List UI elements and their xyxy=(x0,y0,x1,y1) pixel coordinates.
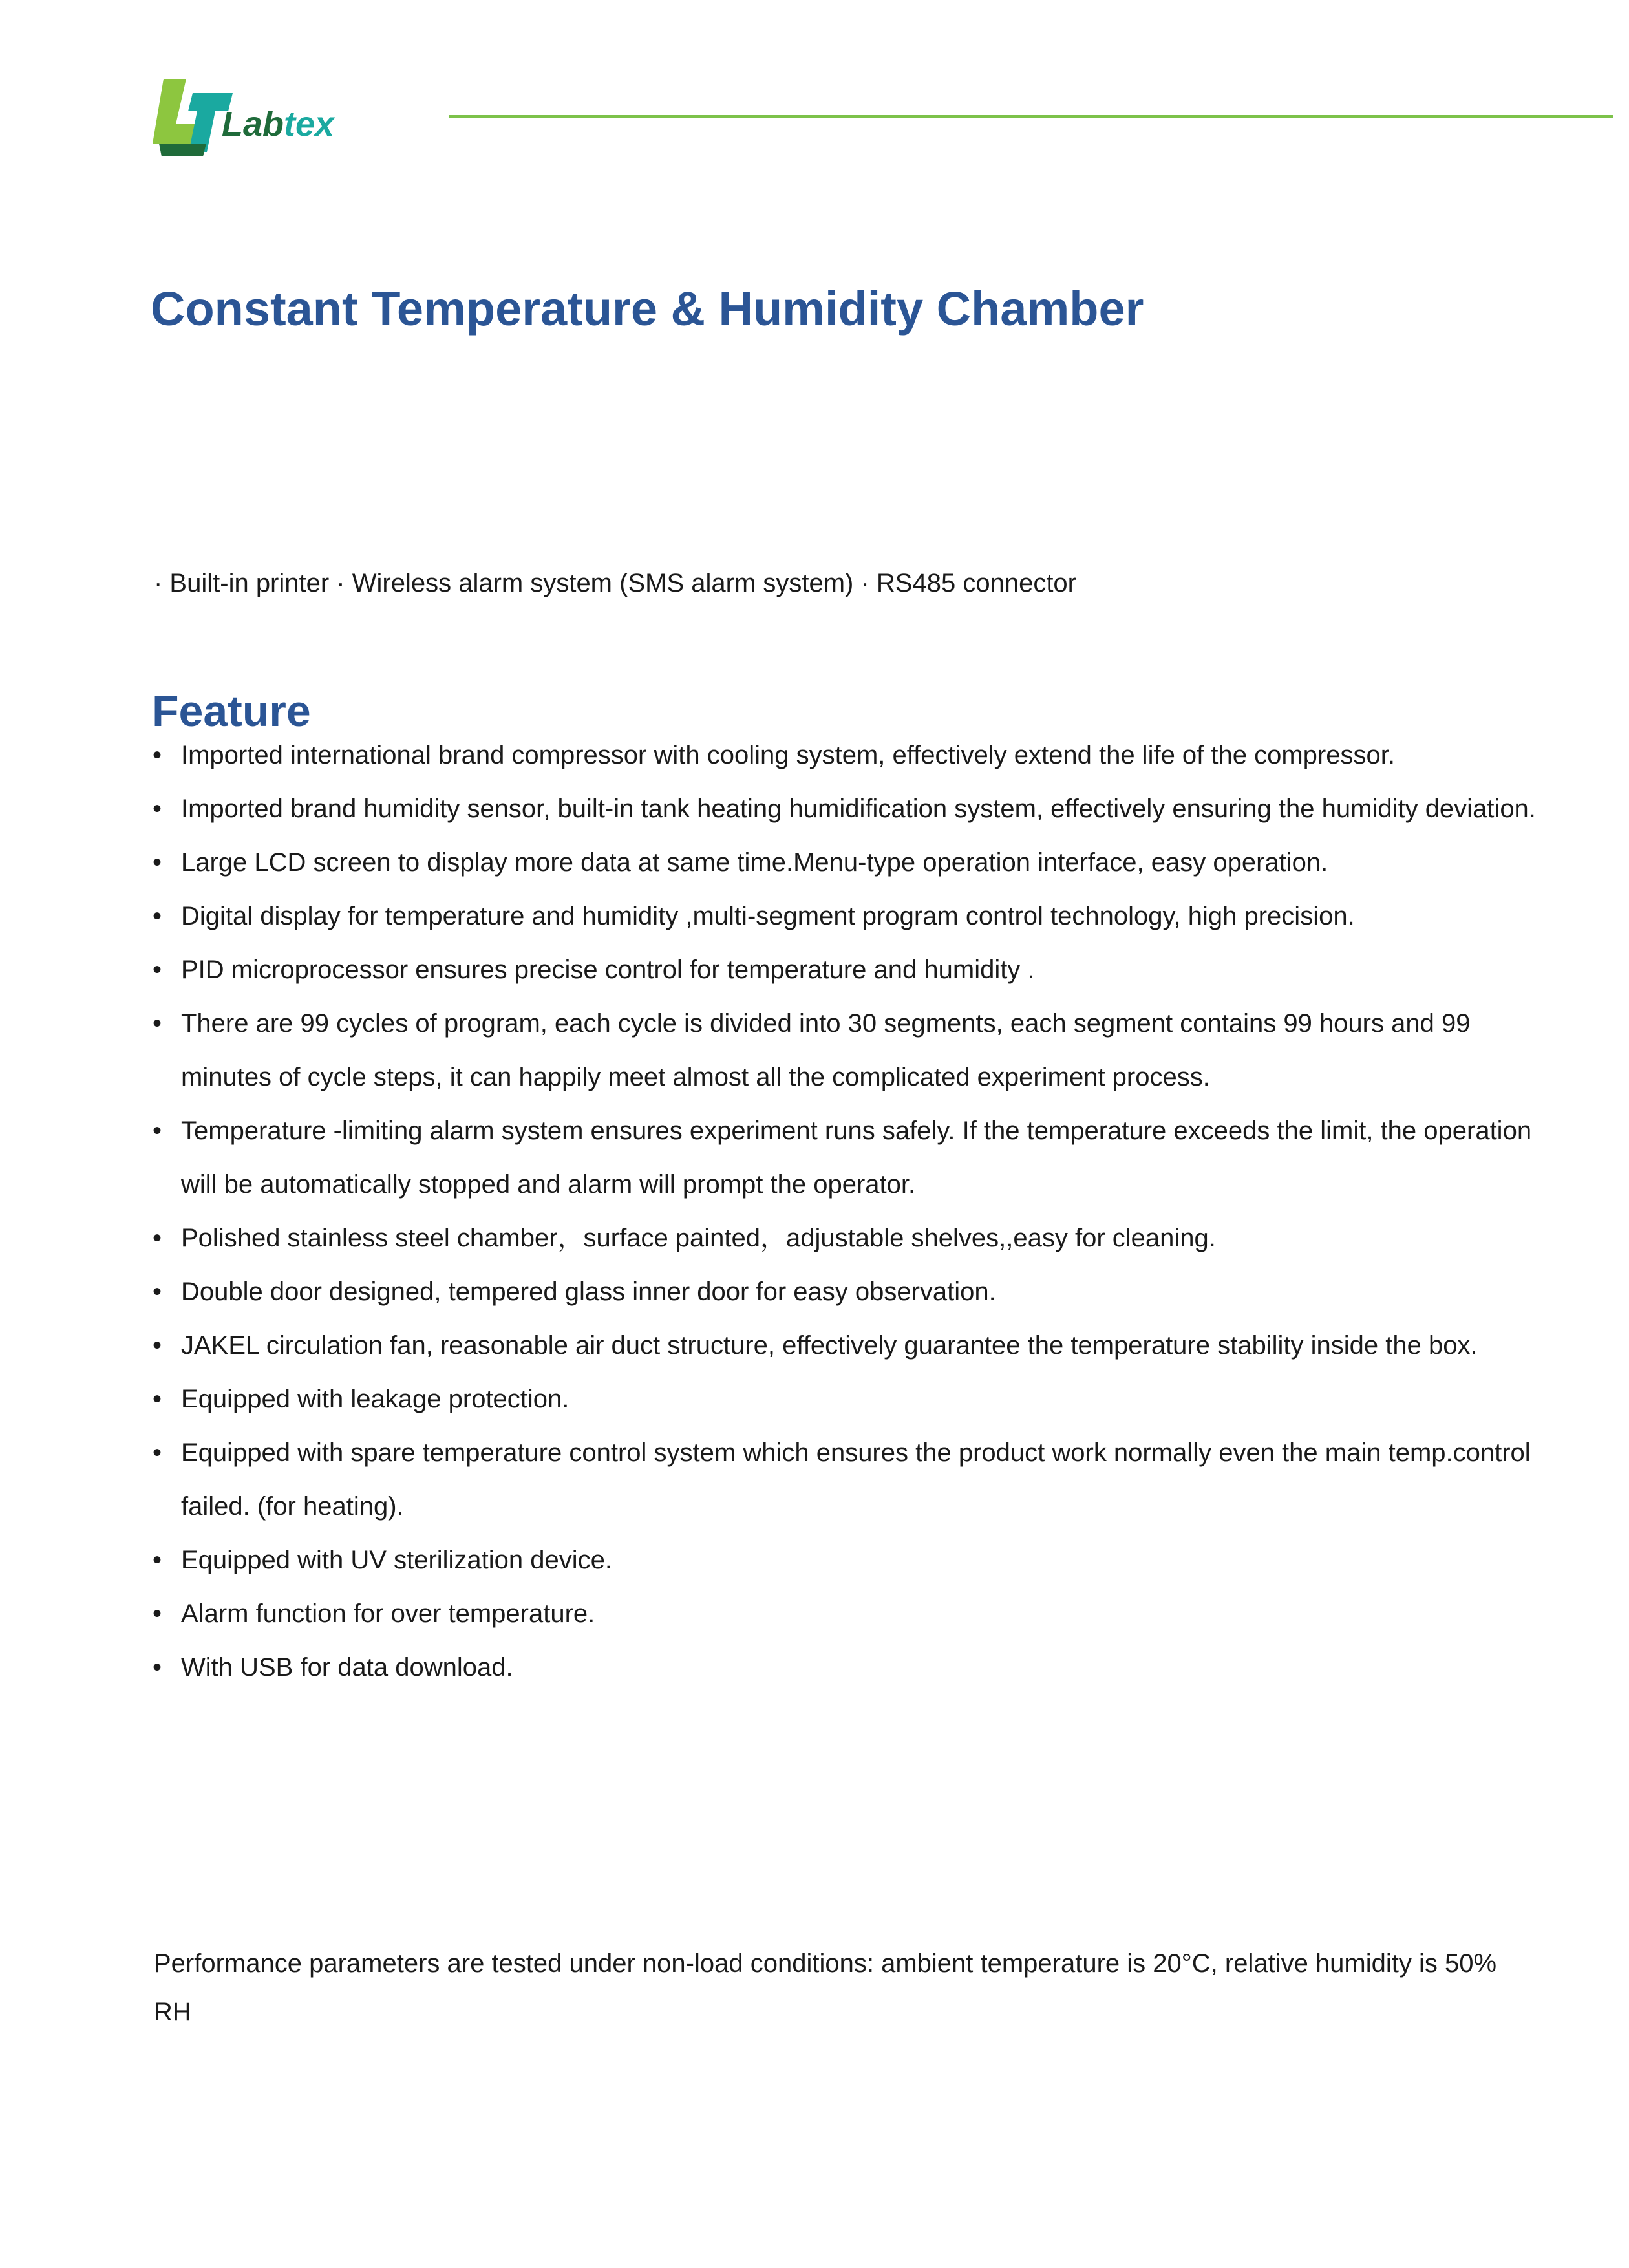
feature-item xyxy=(153,1265,1542,1319)
logo-mark-dark xyxy=(159,144,206,156)
bullet-icon: • xyxy=(153,1599,162,1628)
feature-item xyxy=(153,1534,1542,1587)
bullet-icon: • xyxy=(153,1385,162,1413)
bullet-icon: • xyxy=(153,741,162,769)
bullet-icon: • xyxy=(153,902,162,930)
feature-item-text: JAKEL circulation fan, reasonable air duct structure, effectively guarantee the temperature stability inside the box. xyxy=(181,1331,1478,1360)
feature-item-text: Temperature -limiting alarm system ensures experiment runs safely. If the temperature exceeds the limit, the operation will be automatically stopped and alarm will prompt the operator. xyxy=(181,1117,1532,1199)
feature-item-text: Large LCD screen to display more data at same time.Menu-type operation interface, easy operation. xyxy=(181,848,1328,877)
feature-item xyxy=(153,836,1542,890)
bullet-icon: • xyxy=(153,1439,162,1467)
feature-item xyxy=(153,1212,1542,1265)
feature-item-text: Imported brand humidity sensor, built-in tank heating humidification system, effectively ensuring the humidity deviation. xyxy=(181,795,1536,823)
feature-item xyxy=(153,729,1542,782)
bullet-icon: • xyxy=(153,848,162,877)
feature-item xyxy=(153,997,1542,1104)
feature-item xyxy=(153,1104,1542,1212)
page-title: Constant Temperature & Humidity Chamber xyxy=(151,281,1144,336)
bullet-icon: • xyxy=(153,1546,162,1574)
feature-item-text: Equipped with spare temperature control system which ensures the product work normally even the main temp.control failed. (for heating). xyxy=(181,1439,1531,1521)
bullet-icon: • xyxy=(153,1278,162,1306)
feature-heading: Feature xyxy=(152,687,311,736)
labtex-logo xyxy=(147,71,393,168)
feature-item xyxy=(153,1641,1542,1695)
feature-item-text: Alarm function for over temperature. xyxy=(181,1599,595,1628)
feature-item-text: PID microprocessor ensures precise control for temperature and humidity . xyxy=(181,956,1035,984)
logo-wordmark: Labtex xyxy=(222,105,335,144)
feature-item-text: Double door designed, tempered glass inner door for easy observation. xyxy=(181,1278,996,1306)
feature-item xyxy=(153,943,1542,997)
feature-item xyxy=(153,1373,1542,1426)
header-rule xyxy=(449,115,1613,118)
footnote: Performance parameters are tested under non-load conditions: ambient temperature is 20°C, relative humidity is 50% RH xyxy=(154,1949,1497,2026)
feature-item-text: Equipped with UV sterilization device. xyxy=(181,1546,613,1574)
feature-item xyxy=(153,782,1542,836)
bullet-icon: • xyxy=(153,1224,162,1252)
bullet-icon: • xyxy=(153,795,162,823)
feature-item-text: Imported international brand compressor with cooling system, effectively extend the life of the compressor. xyxy=(181,741,1395,769)
bullet-icon: • xyxy=(153,1653,162,1682)
feature-item-text: Equipped with leakage protection. xyxy=(181,1385,570,1413)
feature-item-text: Digital display for temperature and humidity ,multi-segment program control technology, high precision. xyxy=(181,902,1355,930)
feature-list xyxy=(153,729,1542,1695)
feature-item xyxy=(153,1319,1542,1373)
bullet-icon: • xyxy=(153,1117,162,1145)
feature-item xyxy=(153,1587,1542,1641)
bullet-icon: • xyxy=(153,956,162,984)
feature-item-text: There are 99 cycles of program, each cycle is divided into 30 segments, each segment contains 99 hours and 99 minutes of cycle steps, it can happily meet almost all the complicated experiment process. xyxy=(181,1009,1471,1091)
bullet-icon: • xyxy=(153,1331,162,1360)
feature-item-text: With USB for data download. xyxy=(181,1653,513,1682)
feature-item xyxy=(153,890,1542,943)
feature-item xyxy=(153,1426,1542,1534)
bullet-icon: • xyxy=(153,1009,162,1038)
options-line: · Built-in printer · Wireless alarm system (SMS alarm system) · RS485 connector xyxy=(154,569,1076,597)
feature-item-text: Polished stainless steel chamber，surface painted，adjustable shelves,,easy for cleaning. xyxy=(181,1224,1216,1252)
